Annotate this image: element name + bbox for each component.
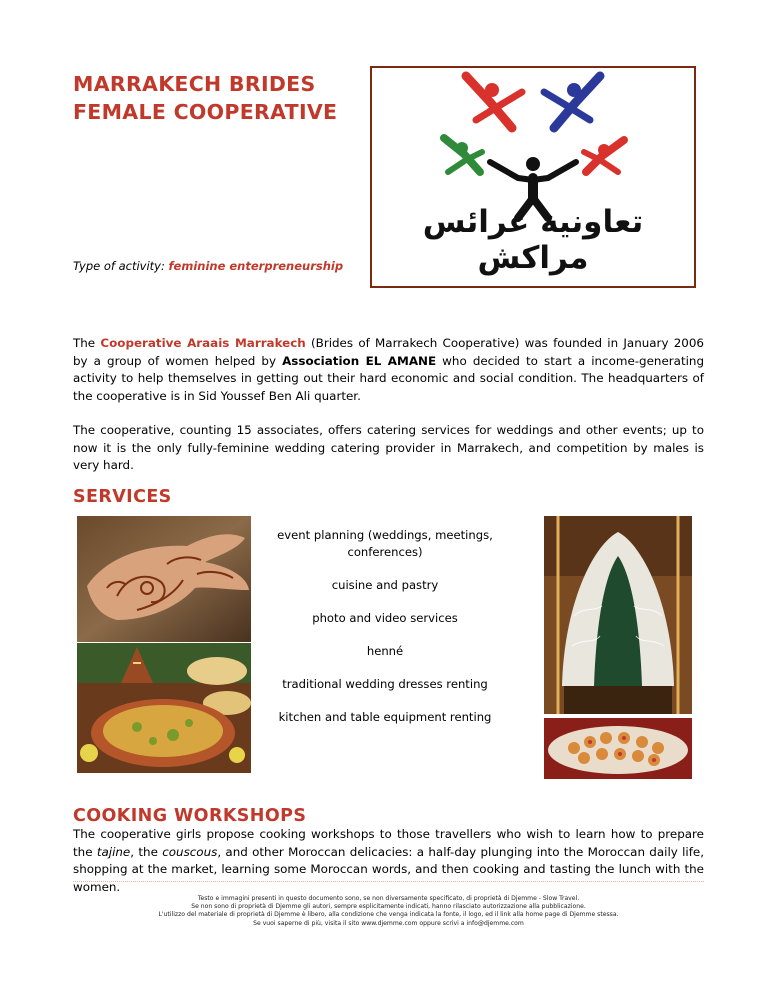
activity-type [73, 259, 343, 273]
bride-dress-photo [544, 516, 692, 714]
intro-cooperative-name: Cooperative Araais Marrakech [100, 336, 306, 350]
footer-line: Se vuoi saperne di più, visita il sito www.djemme.com oppure scrivi a info@djemme.com [253, 919, 524, 927]
service-item: henné [366, 644, 404, 658]
intro-paragraph-1 [73, 335, 704, 405]
cooperative-logo [370, 66, 696, 288]
service-item: photo and video services [312, 611, 458, 625]
cooking-paragraph [73, 826, 704, 896]
logo-figure-red-top [466, 76, 522, 128]
title-line-1: MARRAKECH BRIDES [73, 72, 316, 96]
logo-figure-green [444, 138, 482, 172]
intro-mid: (Brides of Marrakech Cooperative) was founded in January 2006 by a group of women helped by [73, 336, 704, 368]
cooking-text-3: , and other Moroccan delicacies: a half-day plunging into the Moroccan daily life, shopping at the market, learning some Moroccan words, and then cooking and tasting the lunch with the women. [73, 844, 704, 894]
activity-label: Type of activity: [73, 259, 169, 273]
intro-post: who decided to start a income-generating activity to help themselves in getting out their hard economic and social condition. The headquarters of the cooperative is in Sid Youssef Ben Ali quarter. [73, 353, 704, 403]
cooking-text-1: The cooperative girls propose cooking workshops to those travellers who wish to learn how to prepare the [73, 827, 704, 859]
footer-line: Se non sono di proprietà di Djemme gli autori, sempre esplicitamente indicati, hanno rilasciato autorizzazione alla pubblicazione. [191, 903, 586, 911]
henna-hand-photo [77, 516, 251, 642]
service-item: kitchen and table equipment renting [278, 710, 492, 724]
cooking-couscous: couscous [162, 844, 218, 859]
footer-line: L'utilizzo del materiale di proprietà di Djemme è libero, alla condizione che venga indicata la fonte, il logo, ed il link alla home page di Djemme stessa. [158, 911, 619, 919]
activity-value: feminine enterpreneurship [168, 259, 344, 273]
footer-notice [73, 895, 704, 928]
footer-line: Testo e immagini presenti in questo documento sono, se non diversamente specificato, di proprietà di Djemme - Slow Travel. [197, 895, 580, 902]
service-item: traditional wedding dresses renting [282, 677, 488, 691]
cooking-tajine: tajine [96, 844, 131, 859]
cooking-workshops-heading: COOKING WORKSHOPS [73, 806, 307, 826]
logo-arabic-text: تعاونية عرائس مراكش [422, 204, 644, 276]
intro-association-name: Association EL AMANE [282, 353, 437, 368]
intro-pre: The [73, 336, 101, 350]
services-list [265, 527, 505, 742]
page-title [73, 70, 337, 126]
footer-divider [73, 881, 704, 882]
title-line-2: FEMALE COOPERATIVE [73, 100, 338, 124]
pastry-plate-photo [544, 718, 692, 779]
tajine-food-photo [77, 643, 251, 773]
service-item: event planning (weddings, meetings, conferences) [277, 528, 493, 559]
cooking-text-2: , the [130, 844, 163, 859]
logo-figure-red-right [584, 140, 624, 172]
intro-paragraph-2: The cooperative, counting 15 associates, offers catering services for weddings and other events; up to now it is the only fully-feminine wedding catering provider in Marrakech, and competition by males is very hard. [73, 423, 704, 472]
logo-figure-blue [544, 76, 600, 128]
service-item: cuisine and pastry [331, 578, 439, 592]
services-heading: SERVICES [73, 487, 172, 507]
